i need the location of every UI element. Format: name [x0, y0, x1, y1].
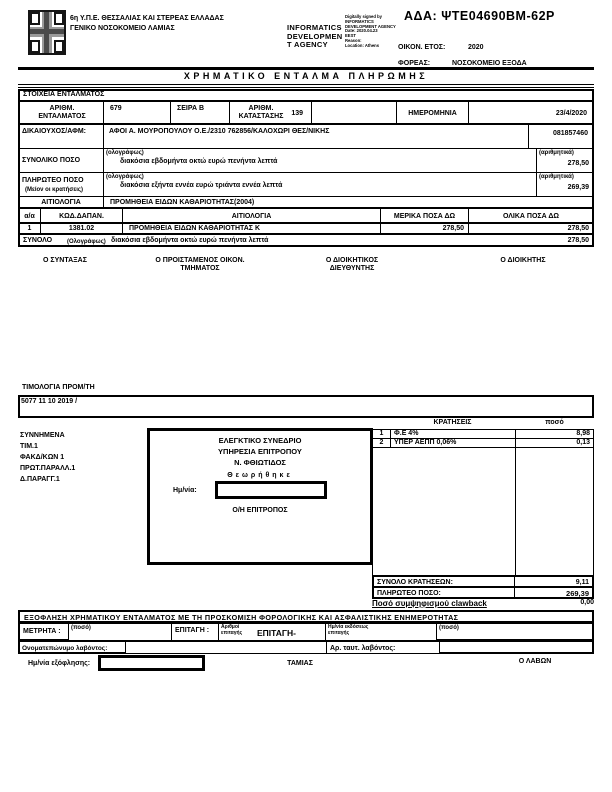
audit-court-line1: ΕΛΕΓΚΤΙΚΟ ΣΥΝΕΔΡΙΟ [218, 436, 302, 445]
settlement-title: ΕΞΟΦΛΗΣΗ ΧΡΗΜΑΤΙΚΟΥ ΕΝΤΑΛΜΑΤΟΣ ΜΕ ΤΗ ΠΡΟΣΚΟΜΙΣΗ ΦΟΡΟΛΟΓΙΚΗΣ ΚΑΙ ΑΣΦΑΛΙΣΤΙΚΗΣ ΕΝΗΜΕΡΟΤΗΤΑΣ [18, 610, 594, 623]
cheque-number-hint: Αριθμοί επιταγής [221, 624, 243, 636]
deduction-row-amount: 8,98 [515, 429, 594, 439]
item-row-partial: 278,50 [380, 223, 469, 234]
cheque-amount-cell [436, 623, 594, 641]
cashier-label: ΤΑΜΙΑΣ [287, 660, 313, 667]
beneficiary-afm-cell: 081857460 [528, 124, 594, 149]
divider [18, 67, 594, 70]
deduction-row-no: 2 [372, 438, 391, 448]
cheque-label-cell: ΕΠΙΤΑΓΗ : [171, 623, 219, 641]
cheque-number-value: ΕΠΙΤΑΓΗ- [257, 628, 296, 638]
entity-label: ΦΟΡΕΑΣ: [398, 60, 431, 67]
divider [18, 84, 594, 85]
warrant-section-title: ΣΤΟΙΧΕΙΑ ΕΝΤΑΛΜΑΤΟΣ [18, 89, 594, 101]
items-total-row [18, 234, 594, 247]
total-amount-words-cell [103, 148, 537, 173]
words-hint: (ολογράφως) [106, 150, 144, 156]
attachments-title: ΣΥΝΝΗΜΕΝΑ [20, 432, 65, 439]
stamp-line: DEVELOPMENT AGENCY [345, 23, 396, 29]
cheque-number-cell [218, 623, 326, 641]
amount-hint: (ποσό) [71, 625, 91, 631]
entity-value: ΝΟΣΟΚΟΜΕΙΟ ΕΞΟΔΑ [452, 60, 527, 67]
audit-date-field [215, 481, 327, 499]
stamp-line: Date: 2020.04.23 [345, 28, 378, 34]
statement-number-label: ΑΡΙΘΜ. ΚΑΤΑΣΤΑΣΗΣ [238, 105, 284, 120]
items-header-total: ΟΛΙΚΑ ΠΟΣΑ ΔΩ [468, 208, 594, 223]
items-total-label: ΣΥΝΟΛΟ [23, 237, 53, 244]
org-name-line1: 6η Υ.Π.Ε. ΘΕΣΣΑΛΙΑΣ ΚΑΙ ΣΤΕΡΕΑΣ ΕΛΛΑΔΑΣ [70, 15, 224, 22]
series-cell: ΣΕΙΡΑ Β [170, 101, 230, 124]
recipient-label: Ο ΛΑΒΩΝ [518, 658, 552, 665]
agency-line3: T AGENCY [287, 40, 328, 49]
divider [18, 87, 594, 88]
reason-value-cell: ΠΡΟΜΗΘΕΙΑ ΕΙΔΩΝ ΚΑΘΑΡΙΟΤΗΤΑΣ(2004) [103, 196, 594, 208]
supplier-invoices-value: 5077 11 10 2019 / [21, 398, 78, 405]
signature-governor: Ο ΔΙΟΙΚΗΤΗΣ [500, 257, 546, 264]
items-header-no: α/α [18, 208, 41, 223]
cheque-date-cell [325, 623, 437, 641]
clawback-label: Ποσό συμψηφισμού clawback [372, 599, 487, 608]
numeric-hint: (αριθμητικά) [539, 150, 574, 156]
agency-line2: DEVELOPMEN [287, 31, 343, 41]
item-row-no: 1 [18, 223, 41, 234]
beneficiary-label-cell: ΔΙΚΑΙΟΥΧΟΣ/ΑΦΜ: [18, 124, 104, 149]
deductions-title: ΚΡΑΤΗΣΕΙΣ [433, 419, 472, 426]
payable-sublabel: (Μείον οι κρατήσεις) [25, 187, 84, 193]
payable-label: ΠΛΗΡΩΤΕΟ ΠΟΣΟ [22, 177, 84, 184]
ada-value: ΨΤΕ04690ΒΜ-62Ρ [441, 9, 555, 23]
attachment-item: ΤΙΜ.1 [20, 443, 38, 450]
items-total-amount: 278,50 [567, 237, 589, 244]
ada-label: ΑΔΑ: [404, 9, 438, 23]
signature-finance-head: Ο ΠΡΟΙΣΤΑΜΕΝΟΣ ΟΙΚΟΝ. ΤΜΗΜΑΤΟΣ [155, 257, 245, 272]
payable-numeric-cell [536, 172, 594, 197]
deductions-amount-header: ποσό [545, 419, 564, 426]
beneficiary-value-cell: ΑΦΟΙ Α. ΜΟΥΡΟΠΟΥΛΟΥ Ο.Ε./2310 762856/ΚΑΛΟΧΩΡΙ ΘΕΣ/ΝΙΚΗΣ [103, 124, 529, 149]
payable-words: διακόσια εξήντα εννέα ευρώ τριάντα εννέα λεπτά [120, 182, 283, 189]
numeric-hint: (αριθμητικά) [539, 174, 574, 180]
stamp-line: INFORMATICS [345, 18, 374, 24]
deductions-total-value: 9,11 [514, 575, 594, 587]
signature-drafter: Ο ΣΥΝΤΑΞΑΣ [43, 257, 87, 264]
deduction-row-amount: 0,13 [515, 438, 594, 448]
items-header-desc: ΑΙΤΙΟΛΟΓΙΑ [122, 208, 381, 223]
deduction-row-desc: Φ.Ε 4% [390, 429, 516, 439]
payable-label-cell [18, 172, 104, 197]
total-amount-value: 278,50 [567, 160, 589, 167]
supplier-invoices-box [18, 395, 594, 418]
stamp-line: EEST [345, 33, 356, 39]
doc-title: ΧΡΗΜΑΤΙΚΟ ΕΝΤΑΛΜΑ ΠΛΗΡΩΜΗΣ [183, 71, 429, 81]
fiscal-year-value: 2020 [468, 44, 484, 51]
clawback-value: 0,00 [580, 599, 594, 606]
commissioner-label: Ο/Η ΕΠΙΤΡΟΠΟΣ [232, 507, 288, 514]
items-header-code: ΚΩΔ.ΔΑΠΑΝ. [40, 208, 123, 223]
settle-date-field [98, 655, 205, 671]
cheque-date-hint: Ημ/νία εκδόσεως επιταγής [328, 624, 369, 636]
cash-amount-cell [68, 623, 172, 641]
audit-date-label: Ημ/νία: [173, 487, 197, 494]
audit-court-line2: ΥΠΗΡΕΣΙΑ ΕΠΙΤΡΟΠΟΥ [218, 447, 302, 456]
attachment-item: ΦΑΚΔ/ΚΩΝ 1 [20, 454, 65, 461]
total-amount-label-cell: ΣΥΝΟΛΙΚΟ ΠΟΣΟ [18, 148, 104, 173]
fiscal-year-label: ΟΙΚΟΝ. ΕΤΟΣ: [398, 44, 446, 51]
settle-date-label: Ημ/νία εξόφλησης: [28, 660, 91, 667]
item-row-total: 278,50 [468, 223, 594, 234]
items-header-partial: ΜΕΡΙΚΑ ΠΟΣΑ ΔΩ [380, 208, 469, 223]
supplier-invoices-label: ΤΙΜΟΛΟΓΙΑ ΠΡΟΜ/ΤΗ [22, 384, 95, 391]
item-row-desc: ΠΡΟΜΗΘΕΙΑ ΕΙΔΩΝ ΚΑΘΑΡΙΟΤΗΤΑΣ Κ [122, 223, 381, 234]
ada-number [404, 9, 604, 23]
warrant-number-label-cell [18, 101, 104, 124]
date-value-cell: 23/4/2020 [468, 101, 594, 124]
empty-cell [311, 101, 397, 124]
attachment-item: ΠΡΩΤ.ΠΑΡΑΛΛ.1 [20, 465, 76, 472]
payee-name-label-cell: Ονοματεπώνυμο λαβόντος: [18, 641, 126, 654]
deduction-row-desc: ΥΠΕΡ ΑΕΠΠ 0,06% [390, 438, 516, 448]
reason-label-cell: ΑΙΤΙΟΛΟΓΙΑ [18, 196, 104, 208]
cash-label-cell: ΜΕΤΡΗΤΑ : [18, 623, 69, 641]
statement-number-value: 139 [291, 110, 303, 117]
hospital-cross-logo [28, 10, 66, 55]
attachment-item: Δ.ΠΑΡΑΓΓ.1 [20, 476, 60, 483]
stamp-line: Reason: [345, 37, 362, 43]
warrant-number-value: 679 [103, 101, 171, 124]
deduction-row-no: 1 [372, 429, 391, 439]
item-row-code: 1381.02 [40, 223, 123, 234]
deductions-empty-area [372, 447, 594, 575]
items-total-words: διακόσια εβδομήντα οκτώ ευρώ πενήντα λεπτά [111, 237, 269, 244]
items-total-words-hint: (Ολογράφως) [67, 239, 106, 245]
payable-words-cell [103, 172, 537, 197]
agency-line1: INFORMATICS [287, 23, 342, 32]
deductions-payable-label: ΠΛΗΡΩΤΕΟ ΠΟΣΟ: [372, 587, 515, 599]
date-label-cell: ΗΜΕΡΟΜΗΝΙΑ [396, 101, 469, 124]
audit-court-line3: Ν. ΦΘΙΩΤΙΔΟΣ [234, 458, 286, 467]
approved-stamp-text: Θεωρήθηκε [227, 472, 293, 479]
total-amount-words: διακόσια εβδομήντα οκτώ ευρώ πενήντα λεπτά [120, 158, 278, 165]
words-hint: (ολογράφως) [106, 174, 144, 180]
payee-name-input-cell [125, 641, 327, 654]
total-amount-numeric-cell [536, 148, 594, 173]
payee-id-label-cell: Αρ. ταυτ. λαβόντος: [326, 641, 440, 654]
audit-court-box [147, 428, 373, 565]
digital-signer-name [287, 24, 343, 50]
deductions-total-label: ΣΥΝΟΛΟ ΚΡΑΤΗΣΕΩΝ: [372, 575, 515, 587]
statement-number-cell [229, 101, 312, 124]
org-name-line2: ΓΕΝΙΚΟ ΝΟΣΟΚΟΜΕΙΟ ΛΑΜΙΑΣ [70, 25, 175, 32]
deductions-payable-value: 269,39 [514, 587, 594, 599]
amount-hint: (ποσό) [439, 625, 459, 631]
payable-amount-value: 269,39 [567, 184, 589, 191]
payee-id-input-cell [439, 641, 594, 654]
stamp-line: Digitally signed by [345, 14, 382, 19]
warrant-number-label: ΑΡΙΘΜ. ΕΝΤΑΛΜΑΤΟΣ [38, 105, 86, 120]
attachments-list [20, 430, 75, 485]
digital-signature-stamp [345, 15, 403, 49]
stamp-line: Location: Athens [345, 42, 380, 48]
signature-admin-director: Ο ΔΙΟΙΚΗΤΙΚΟΣ ΔΙΕΥΘΥΝΤΗΣ [325, 257, 379, 272]
